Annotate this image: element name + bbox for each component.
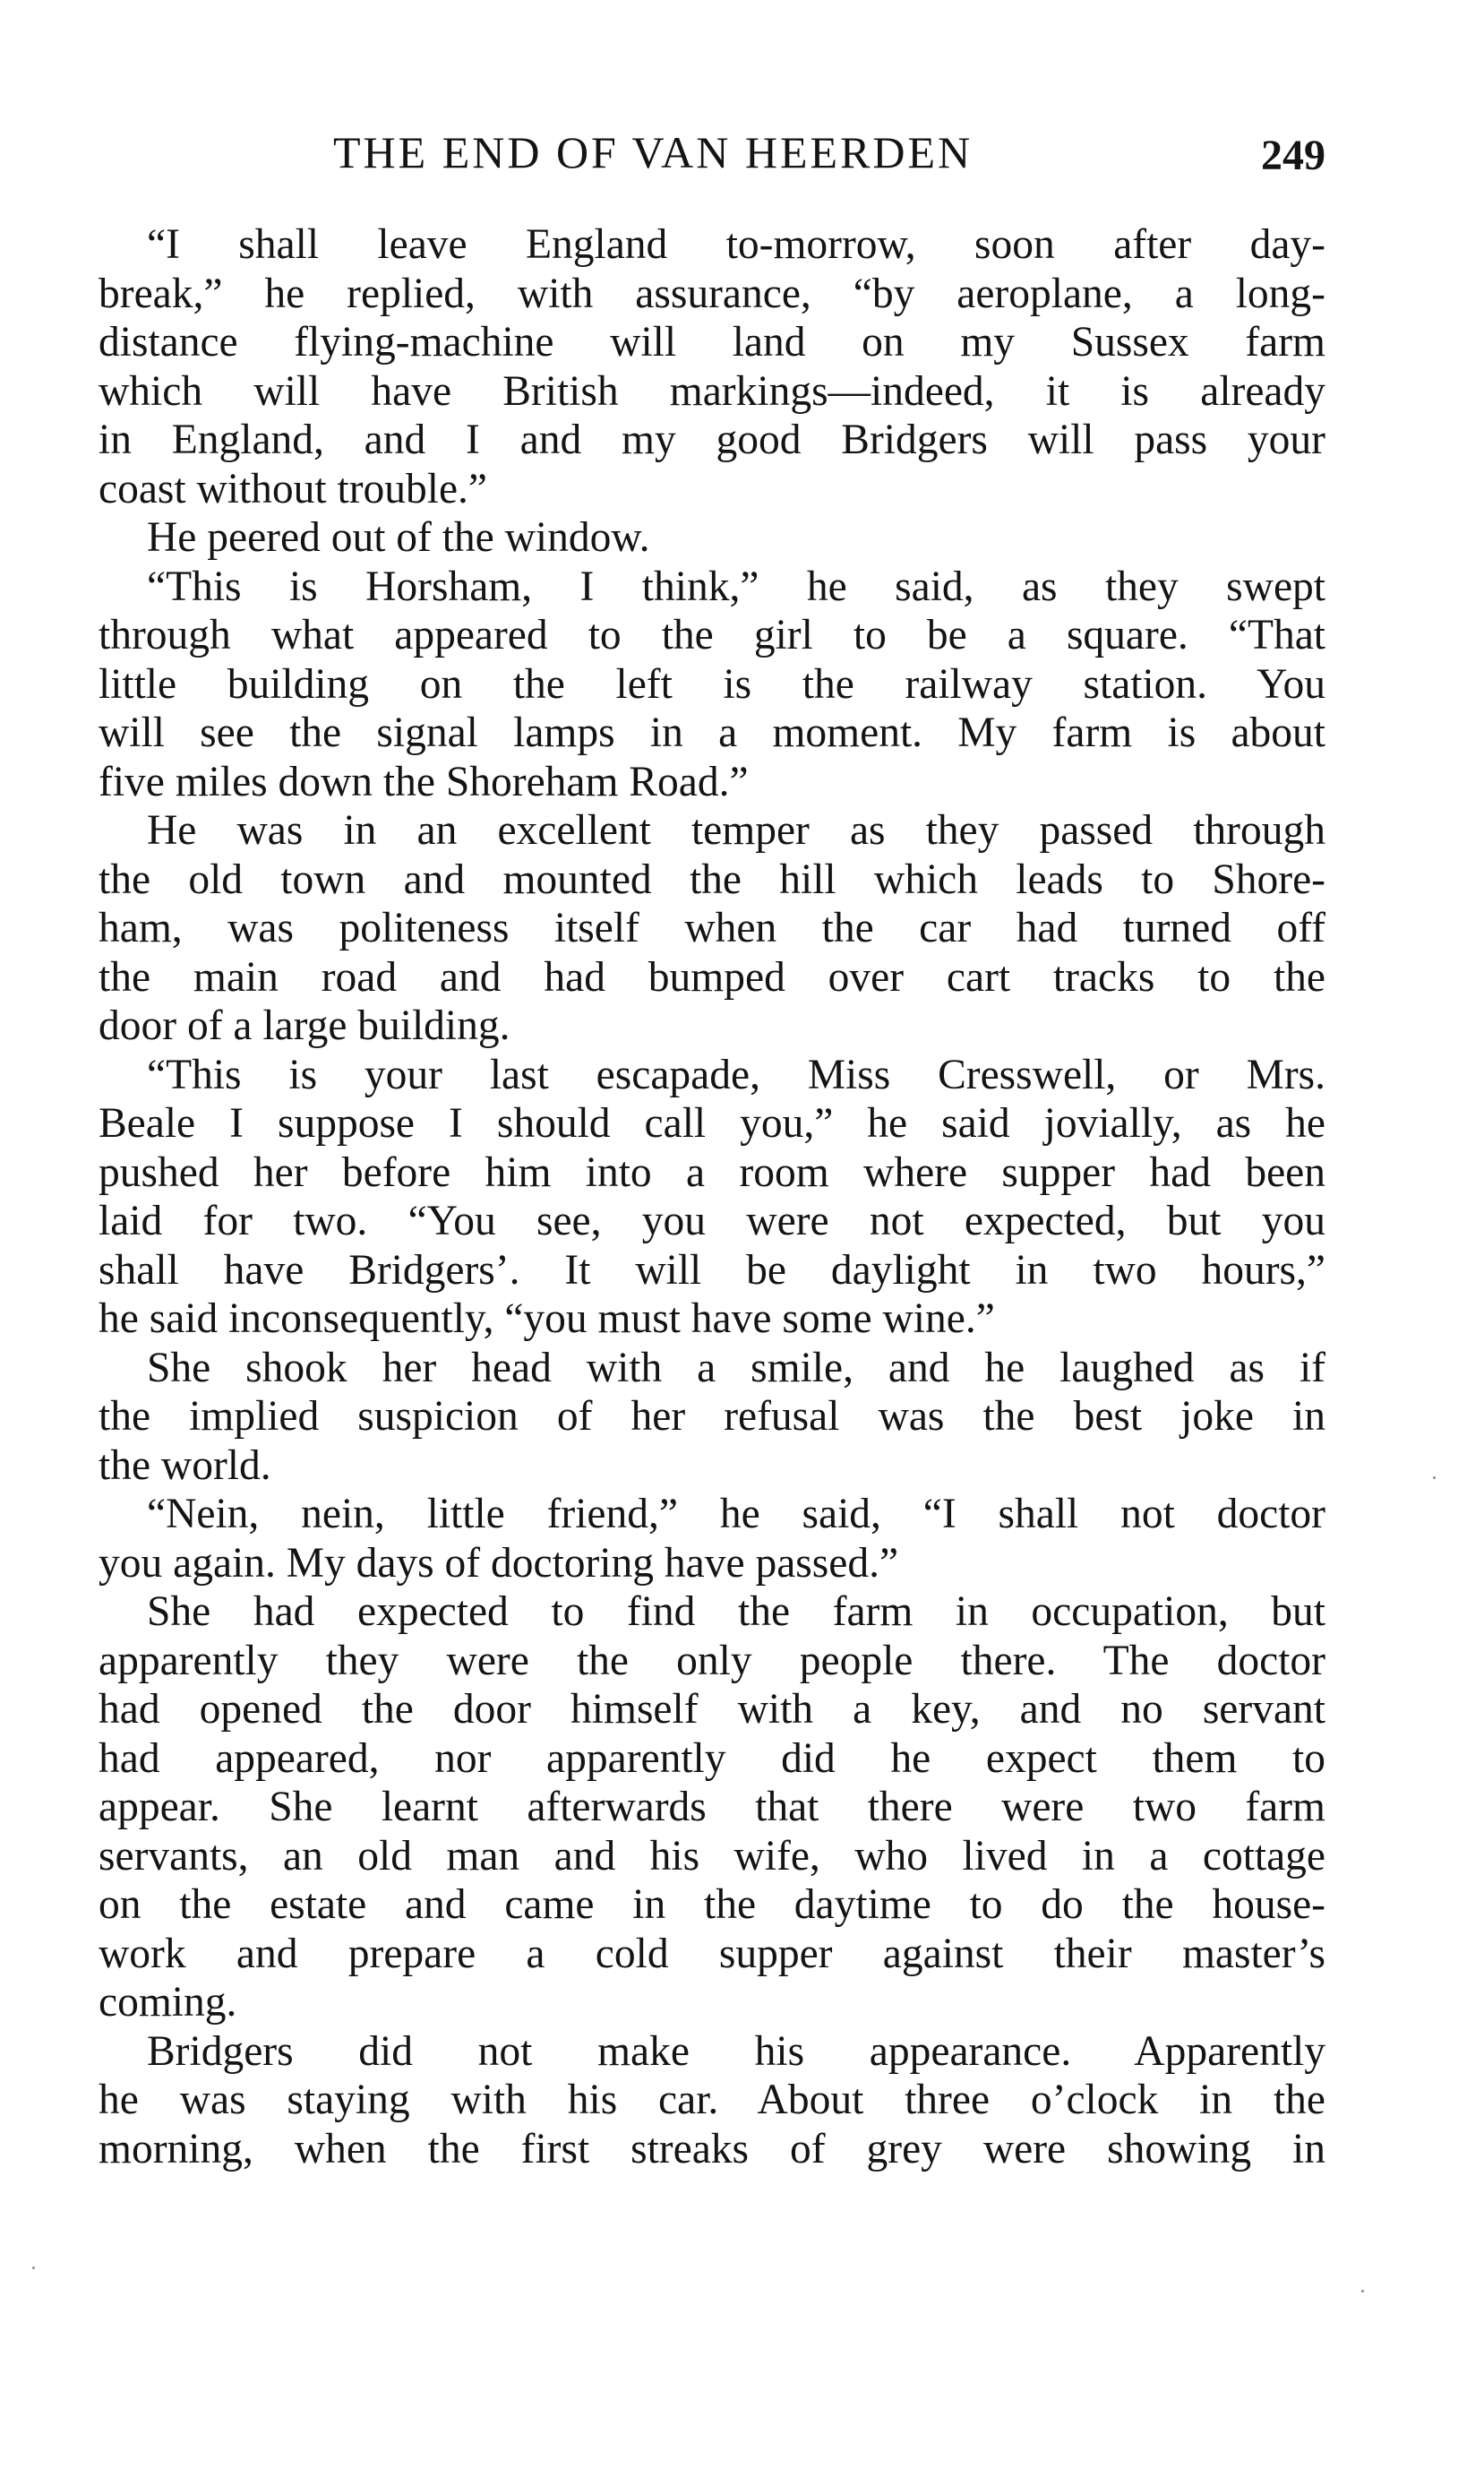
paper-speck [1361, 2290, 1364, 2292]
paper-speck [1433, 1476, 1436, 1479]
text-line: appear. She learnt afterwards that there were two farm [99, 1784, 1325, 1830]
text-line: door of a large building. [99, 1002, 510, 1049]
text-line: He was in an excellent temper as they passed through [147, 807, 1325, 854]
text-line: had opened the door himself with a key, and no servant [99, 1686, 1325, 1733]
text-line: the implied suspicion of her refusal was the best joke in [99, 1393, 1325, 1440]
text-line: on the estate and came in the daytime to do the house- [99, 1881, 1325, 1928]
text-line: servants, an old man and his wife, who lived in a cottage [99, 1832, 1325, 1880]
paper-speck [32, 2267, 35, 2269]
text-line: coming. [99, 1979, 237, 2026]
text-line: the main road and had bumped over cart tracks to the [99, 953, 1325, 1001]
text-line: you again. My days of doctoring have passed.” [99, 1539, 899, 1587]
text-line: “Nein, nein, little friend,” he said, “I shall not doctor [147, 1491, 1325, 1537]
running-title: THE END OF VAN HEERDEN [333, 127, 974, 177]
text-line: apparently they were the only people there. The doctor [99, 1637, 1325, 1684]
text-line: five miles down the Shoreham Road.” [99, 758, 749, 805]
body-text [99, 220, 1325, 2173]
text-line: he was staying with his car. About three o’clock in the [99, 2077, 1325, 2123]
text-line: laid for two. “You see, you were not expected, but you [99, 1198, 1325, 1244]
text-line: She shook her head with a smile, and he laughed as if [147, 1344, 1325, 1391]
text-line: which will have British markings—indeed, it is already [99, 367, 1325, 415]
text-line: coast without trouble.” [99, 465, 487, 512]
text-line: pushed her before him into a room where supper had been [99, 1148, 1325, 1196]
text-line: Beale I suppose I should call you,” he said jovially, as he [99, 1100, 1325, 1147]
text-line: little building on the left is the railway station. You [99, 660, 1325, 708]
text-line: distance flying-machine will land on my Sussex farm [99, 319, 1325, 366]
text-line: She had expected to find the farm in occupation, but [147, 1588, 1325, 1635]
text-line: break,” he replied, with assurance, “by aeroplane, a long- [99, 270, 1325, 317]
text-line: had appeared, nor apparently did he expect them to [99, 1734, 1325, 1782]
text-line: ham, was politeness itself when the car had turned off [99, 905, 1325, 951]
page-number: 249 [1261, 132, 1325, 179]
text-line: “This is your last escapade, Miss Cresswell, or Mrs. [147, 1051, 1325, 1098]
text-line: the old town and mounted the hill which leads to Shore- [99, 856, 1325, 903]
text-line: morning, when the first streaks of grey were showing in [99, 2125, 1325, 2172]
text-line: in England, and I and my good Bridgers will pass your [99, 417, 1325, 463]
text-line: through what appeared to the girl to be a square. “That [99, 612, 1325, 658]
text-line: “I shall leave England to-morrow, soon after day- [147, 221, 1325, 268]
text-line: He peered out of the window. [147, 514, 650, 561]
text-line: shall have Bridgers’. It will be daylight in two hours,” [99, 1246, 1325, 1294]
text-line: the world. [99, 1441, 271, 1489]
text-line: work and prepare a cold supper against their master’s [99, 1930, 1325, 1977]
running-head [99, 124, 1325, 181]
text-line: Bridgers did not make his appearance. Apparently [147, 2027, 1325, 2075]
text-line: will see the signal lamps in a moment. My farm is about [99, 710, 1325, 756]
text-line: he said inconsequently, “you must have some wine.” [99, 1295, 995, 1342]
text-line: “This is Horsham, I think,” he said, as they swept [147, 563, 1325, 610]
